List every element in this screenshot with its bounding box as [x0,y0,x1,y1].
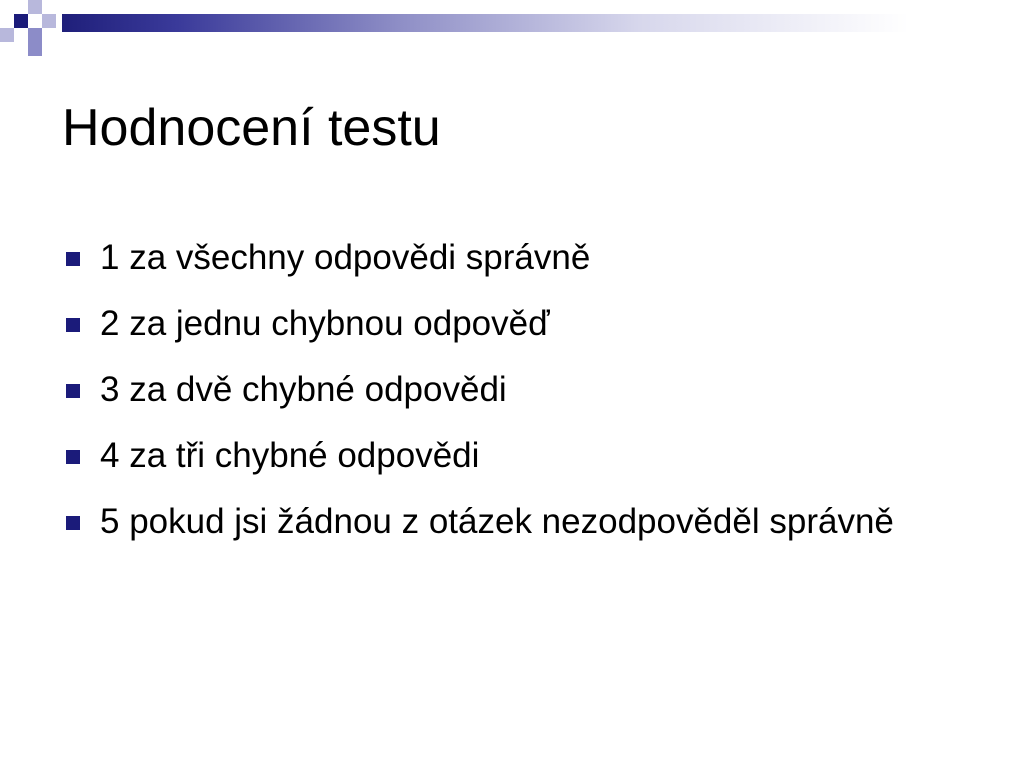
square-bullet-icon [66,252,80,266]
checker-square [28,42,42,56]
bullet-text: 1 za všechny odpovědi správně [100,238,591,277]
checker-square [14,14,28,28]
checker-square [28,0,42,14]
checker-square [0,28,14,42]
bullet-item [62,432,982,479]
bullet-item [62,498,982,545]
checker-square [28,28,42,42]
bullet-item [62,366,982,413]
bullet-list [62,234,982,564]
square-bullet-icon [66,516,80,530]
bullet-text: 2 za jednu chybnou odpověď [100,304,550,343]
checker-square [42,14,56,28]
bullet-text: 5 pokud jsi žádnou z otázek nezodpověděl správně [100,502,894,541]
bullet-item [62,234,982,281]
square-bullet-icon [66,450,80,464]
square-bullet-icon [66,384,80,398]
square-bullet-icon [66,318,80,332]
header-gradient-bar [62,14,1024,32]
bullet-text: 3 za dvě chybné odpovědi [100,370,507,409]
bullet-text: 4 za tři chybné odpovědi [100,436,480,475]
slide-title: Hodnocení testu [62,99,441,157]
bullet-item [62,300,982,347]
